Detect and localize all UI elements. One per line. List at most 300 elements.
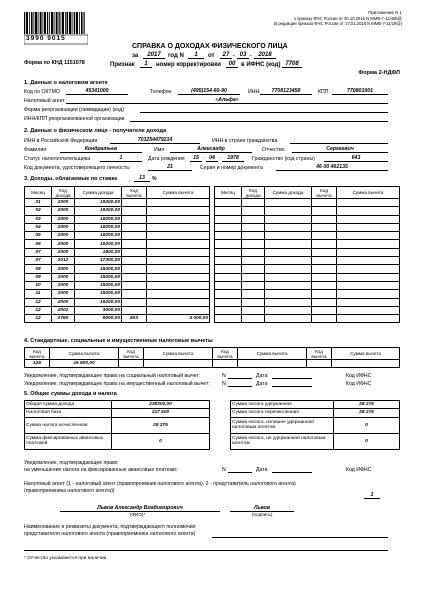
income-table-right — [214, 186, 400, 323]
income-cell-empty — [337, 298, 400, 306]
total-income-label: Общая сумма дохода — [25, 401, 112, 409]
income-cell-empty — [265, 240, 312, 248]
name-value: Александр — [170, 146, 252, 153]
section3-rate: 13 — [134, 175, 150, 182]
income-cell-empty — [265, 232, 312, 240]
income-cell-empty — [337, 215, 400, 223]
reorg-label: Форма реорганизации (ликвидации) (код) — [24, 107, 125, 113]
total-income-value: 238300,00 — [112, 401, 210, 409]
income-cell-empty — [242, 207, 265, 215]
fixed-notice-line2: на уменьшение налога на фиксированные авансовые платежи: — [24, 467, 178, 473]
appendix-label: Приложение N 1 — [368, 10, 402, 15]
income-row — [25, 306, 210, 314]
property-date-label: Дата — [256, 381, 268, 387]
income-cell-income-amount: 19200,00 — [75, 281, 122, 289]
income-cell-month: 11 — [25, 290, 52, 298]
income-cell-income-amount: 19200,00 — [75, 298, 122, 306]
income-row — [25, 248, 210, 256]
income-cell-deduction-code — [122, 199, 147, 207]
income-cell-income-code: 2000 — [52, 199, 75, 207]
knd-label: Форма по КНД 1151078 — [24, 60, 85, 66]
document-title: СПРАВКА О ДОХОДАХ ФИЗИЧЕСКОГО ЛИЦА — [132, 43, 288, 50]
income-cell-empty — [265, 199, 312, 207]
fixed-ifns-label: Код ИФНС — [346, 467, 372, 473]
income-cell-empty — [242, 240, 265, 248]
status-label: Статус налогоплательщика — [24, 156, 91, 162]
excess-value: 0 — [334, 417, 400, 433]
income-cell-empty — [242, 298, 265, 306]
income-row — [215, 199, 400, 207]
fixed-payments-row — [25, 433, 210, 449]
income-cell-deduction-code — [122, 248, 147, 256]
income-cell-month: 06 — [25, 240, 52, 248]
income-cell-deduction-code — [122, 223, 147, 231]
income-cell-income-amount: 19200,00 — [75, 215, 122, 223]
date-month: 03 — [237, 52, 249, 59]
income-cell-empty — [265, 315, 312, 323]
income-cell-deduction-amount — [147, 273, 210, 281]
page: 3990 9015 Приложение N 1 к приказу ФНС России от 30.10.2015 N ММВ-7-11/485@ (в редакции приказа ФНС России от 17.01.2018 N ММВ-7-11/19@) Форма по КНД 1151078 СПРАВКА О ДОХОДАХ ФИЗИЧЕСКОГО ЛИЦА за 2017 год N 1 от 27 . 03 . 2018 Признак 1 номер корректировки 00 в ИФНС (код) 7708 Форма 2-НДФЛ 1. Данные о налоговом агенте Код по ОКТМО 45341000 Телефон (495)154-60-90 ИНН 7708123458 КПП 770801001 Налоговый агент «Альфа» Форма реорганизации (ликвидации) (код) ИНН/КПП реорганизованной организации 2. Данные о физическом лице - получателе дохода ИНН в Российской Федерации 703254479214 ИНН в стране гражданства Фамилия Кондратьев Имя Александр Отчество Сергеевич Статус налогоплательщика 1 Дата рождения 15 . 04 . 1978 Гражданство (код страны) 643 Код документа, удостоверяющего личность: 21 Серия и номер документа 46 00 462135 3. Доходы, облагаемые по ставке 13 % Месяц Код дохода Сумма дохода Код вычета Сумма вычета 01 2000 19200,00 02 2000 19200,00 03 2000 19200,00 04 2000 19200,00 05 2000 19200,00 06 2000 19200,00 07 2000 1800,00 07 2012 17300,00 08 2000 19200,00 09 2000 19200,00 10 2000 19200,00 11 2000 19200,00 12 2000 19200,00 12 2002 3000,00 12 2760 5000,00 503 4 000,00 Месяц Код дохода Сумма дохода Код вычета Сумма вычета 4. Стандартные, социальные и имущественные налоговые вычеты Код вычета Сумма вычета Код вычета Сумма вычета Код вычета Сумма вычета Код вычета Сумма вычета 126 16 800,00 Уведомление, подтверждающее право на социальный налоговый вычет: Уведомление, подтверждающее право на имущественный налоговый вычет: N Дата Код ИФНС N Дата Код ИФНС 5. Общие суммы дохода и налога Общая сумма дохода 238300,00 Налоговая база 217 500 Сумма налога исчисленная 28 275 Сумма фиксированных авансовых платежей 0 Сумма налога удержанная 28 275 Сумма налога перечисленная 28 275 Сумма налога, излишне удержанная налоговым агентом 0 Сумма налога, не удержанная налоговым агентом 0 Уведомление, подтверждающее право на уменьшение налога на фиксированные авансовые платежи: N Дата Код ИФНС Налоговый агент (1 - налоговый агент (правопреемник налогового агента), 2 - представитель налогового агента) (правопреемника налогового агента)) 1 Львов Александр Владимирович (ФИО)* Львов (подпись) Наименование и реквизиты документа, подтверждающего полномочия представителя налогового агента (правопреемника налогового агента) * Отчество указывается при наличии. — [24, 10, 402, 561]
income-row — [215, 315, 400, 323]
excess-label: Сумма налога, излишне удержанная налоговым агентом — [231, 417, 334, 433]
agent-type-value: 1 — [364, 492, 380, 499]
transferred-row — [231, 409, 400, 417]
income-cell-empty — [242, 306, 265, 314]
authority-doc-value — [212, 537, 388, 538]
number-prefix: год N — [168, 53, 184, 59]
priznak-label: Признак — [110, 62, 135, 68]
dob-label: Дата рождения — [148, 156, 185, 162]
income-cell-empty — [215, 240, 242, 248]
income-row — [215, 232, 400, 240]
income-cell-empty — [242, 199, 265, 207]
income-cell-month: 07 — [25, 248, 52, 256]
priznak-value: 1 — [140, 61, 152, 68]
income-cell-deduction-code — [122, 257, 147, 265]
reorg-inn-label: ИНН/КПП реорганизованной организации — [24, 116, 125, 122]
income-row — [215, 290, 400, 298]
section5-title: 5. Общие суммы дохода и налога — [24, 391, 117, 397]
income-cell-empty — [242, 290, 265, 298]
income-cell-income-code: 2000 — [52, 223, 75, 231]
withheld-value: 28 275 — [334, 401, 400, 409]
income-cell-empty — [265, 281, 312, 289]
patronymic-label: Отчество — [262, 147, 285, 153]
income-cell-empty — [265, 265, 312, 273]
authority-doc-line2: представителя налогового агента (правопреемника налогового агента) — [24, 531, 196, 537]
income-cell-income-amount: 19200,00 — [75, 223, 122, 231]
fixed-notice-line1: Уведомление, подтверждающее право — [24, 460, 118, 466]
social-notice-label: Уведомление, подтверждающее право на социальный налоговый вычет: — [24, 373, 201, 379]
income-row — [215, 207, 400, 215]
income-cell-month: 08 — [25, 265, 52, 273]
income-cell-month: 03 — [25, 215, 52, 223]
tax-base-row — [25, 409, 210, 417]
income-cell-deduction-amount — [147, 298, 210, 306]
income-cell-empty — [265, 290, 312, 298]
income-cell-empty — [337, 207, 400, 215]
income-cell-income-code: 2000 — [52, 232, 75, 240]
income-cell-income-code: 2000 — [52, 240, 75, 248]
income-row — [25, 207, 210, 215]
deductions-header — [25, 348, 400, 360]
ifns-label: в ИФНС (код) — [241, 62, 281, 68]
income-row — [215, 273, 400, 281]
income-cell-income-code: 2002 — [52, 306, 75, 314]
income-cell-empty — [312, 315, 337, 323]
inn-rf-label: ИНН в Российской Федерации — [24, 138, 98, 144]
income-cell-empty — [312, 199, 337, 207]
income-cell-empty — [215, 281, 242, 289]
income-cell-empty — [242, 223, 265, 231]
income-row — [25, 240, 210, 248]
col-income-code: Код дохода — [242, 187, 265, 199]
income-cell-empty — [215, 215, 242, 223]
korr-label: номер корректировки — [156, 62, 221, 68]
income-cell-income-code: 2012 — [52, 257, 75, 265]
income-cell-income-amount: 19200,00 — [75, 232, 122, 240]
property-ifns-label: Код ИФНС — [346, 381, 372, 387]
fio-caption: (ФИО)* — [130, 512, 146, 517]
dob-month: 04 — [206, 155, 218, 162]
citizenship-value: 643 — [324, 155, 388, 162]
barcode — [24, 12, 88, 44]
income-cell-empty — [242, 315, 265, 323]
income-row — [25, 215, 210, 223]
income-cell-empty — [337, 199, 400, 207]
year-prefix: за — [132, 53, 139, 59]
income-cell-empty — [242, 257, 265, 265]
ifns-value: 7708 — [282, 61, 302, 68]
income-row — [25, 257, 210, 265]
section1-title: 1. Данные о налоговом агенте — [24, 80, 108, 86]
withheld-row — [231, 401, 400, 409]
order-line-2: (в редакции приказа ФНС России от 17.01.2018 N ММВ-7-11/19@) — [273, 21, 402, 26]
signature-caption: (подпись) — [252, 512, 273, 517]
income-cell-empty — [337, 265, 400, 273]
income-cell-empty — [312, 290, 337, 298]
tax-calc-label: Сумма налога исчисленная — [25, 417, 112, 433]
agent-inn-value: 7708123458 — [260, 88, 312, 95]
income-cell-month: 10 — [25, 281, 52, 289]
income-cell-deduction-code — [122, 281, 147, 289]
income-cell-deduction-amount — [147, 199, 210, 207]
income-row — [25, 232, 210, 240]
income-cell-month: 12 — [25, 315, 52, 323]
income-cell-empty — [337, 290, 400, 298]
income-cell-empty — [242, 265, 265, 273]
income-cell-income-amount: 19200,00 — [75, 290, 122, 298]
income-table-left-header — [25, 187, 210, 199]
deduction-amount: 16 800,00 — [50, 360, 119, 368]
income-cell-empty — [265, 207, 312, 215]
form-name: Форма 2-НДФЛ — [358, 70, 400, 76]
income-row — [25, 290, 210, 298]
surname-label: Фамилия — [24, 147, 47, 153]
property-notice-label: Уведомление, подтверждающее право на имущественный налоговый вычет: — [24, 381, 210, 387]
income-cell-empty — [312, 207, 337, 215]
dob-year: 1978 — [222, 155, 244, 162]
income-cell-income-amount: 19200,00 — [75, 273, 122, 281]
income-cell-deduction-amount — [147, 240, 210, 248]
transferred-value: 28 275 — [334, 409, 400, 417]
income-cell-deduction-code: 503 — [122, 315, 147, 323]
income-cell-deduction-amount — [147, 215, 210, 223]
income-cell-deduction-amount — [147, 223, 210, 231]
number-value: 1 — [188, 52, 204, 59]
oktmo-value: 45341000 — [66, 88, 128, 95]
income-cell-deduction-code — [122, 265, 147, 273]
income-cell-empty — [312, 248, 337, 256]
income-cell-empty — [312, 273, 337, 281]
doc-code-label: Код документа, удостоверяющего личность: — [24, 165, 131, 171]
not-withheld-row — [231, 433, 400, 449]
income-row — [25, 281, 210, 289]
totals-left — [24, 400, 210, 450]
income-cell-empty — [265, 223, 312, 231]
income-cell-empty — [312, 265, 337, 273]
income-cell-empty — [215, 273, 242, 281]
col-ded-amount-2: Сумма вычета — [144, 348, 213, 360]
col-ded-amount-4: Сумма вычета — [332, 348, 400, 360]
income-cell-income-amount: 1800,00 — [75, 248, 122, 256]
social-ifns-label: Код ИФНС — [346, 373, 372, 379]
income-cell-deduction-amount — [147, 290, 210, 298]
agent-inn-label: ИНН — [248, 89, 260, 95]
citizenship-label: Гражданство (код страны) — [252, 156, 315, 162]
income-cell-empty — [337, 273, 400, 281]
income-cell-income-amount: 19200,00 — [75, 199, 122, 207]
income-row — [25, 273, 210, 281]
income-cell-empty — [215, 265, 242, 273]
col-deduction-amount: Сумма вычета — [147, 187, 210, 199]
col-deduction-code: Код вычета — [312, 187, 337, 199]
income-cell-empty — [215, 306, 242, 314]
doc-code-value: 21 — [148, 164, 192, 171]
income-cell-income-code: 2760 — [52, 315, 75, 323]
status-value: 1 — [100, 155, 142, 162]
income-cell-month: 05 — [25, 232, 52, 240]
col-month: Месяц — [25, 187, 52, 199]
income-cell-deduction-amount — [147, 232, 210, 240]
reorg-inn-value — [130, 121, 388, 122]
income-cell-deduction-amount — [147, 306, 210, 314]
income-cell-empty — [215, 290, 242, 298]
fixed-date-label: Дата — [256, 467, 268, 473]
total-income-row — [25, 401, 210, 409]
income-cell-empty — [215, 207, 242, 215]
doc-series-label: Серия и номер документа — [200, 165, 263, 171]
col-month: Месяц — [215, 187, 242, 199]
doc-series-value: 46 00 462135 — [276, 164, 388, 171]
income-cell-income-code: 2000 — [52, 215, 75, 223]
income-cell-income-amount: 17300,00 — [75, 257, 122, 265]
income-cell-empty — [337, 281, 400, 289]
income-row — [215, 215, 400, 223]
income-cell-income-code: 2000 — [52, 273, 75, 281]
income-row — [215, 265, 400, 273]
order-line-1: к приказу ФНС России от 30.10.2015 N ММВ-7-11/485@ — [294, 16, 402, 21]
income-cell-empty — [242, 281, 265, 289]
col-income-amount: Сумма дохода — [265, 187, 312, 199]
income-cell-empty — [312, 298, 337, 306]
income-row — [25, 315, 210, 323]
income-row — [215, 223, 400, 231]
income-cell-empty — [215, 232, 242, 240]
tax-base-value: 217 500 — [112, 409, 210, 417]
income-cell-deduction-code — [122, 240, 147, 248]
tax-base-label: Налоговая база — [25, 409, 112, 417]
income-cell-empty — [337, 223, 400, 231]
income-cell-empty — [312, 281, 337, 289]
income-cell-income-code: 2000 — [52, 265, 75, 273]
income-cell-month: 01 — [25, 199, 52, 207]
income-cell-empty — [312, 215, 337, 223]
col-ded-code-3: Код вычета — [213, 348, 238, 360]
income-cell-empty — [265, 215, 312, 223]
section4-title: 4. Стандартные, социальные и имущественные налоговые вычеты — [24, 338, 213, 344]
income-cell-deduction-code — [122, 207, 147, 215]
income-cell-deduction-code — [122, 273, 147, 281]
income-cell-empty — [215, 257, 242, 265]
signer-signature: Львов — [230, 505, 294, 512]
reorg-value — [140, 112, 388, 113]
date-year: 2018 — [254, 52, 276, 59]
income-cell-empty — [337, 257, 400, 265]
income-cell-empty — [242, 232, 265, 240]
footnote: * Отчество указывается при наличии. — [24, 556, 108, 561]
col-income-code: Код дохода — [52, 187, 75, 199]
income-cell-empty — [265, 257, 312, 265]
income-cell-empty — [312, 232, 337, 240]
income-cell-deduction-code — [122, 232, 147, 240]
income-cell-empty — [265, 306, 312, 314]
excess-row — [231, 417, 400, 433]
income-cell-empty — [215, 298, 242, 306]
income-cell-empty — [337, 315, 400, 323]
totals-right — [230, 400, 400, 450]
income-cell-income-amount: 19200,00 — [75, 265, 122, 273]
income-cell-deduction-code — [122, 215, 147, 223]
income-cell-empty — [337, 306, 400, 314]
dob-day: 15 — [190, 155, 202, 162]
not-withheld-value: 0 — [334, 433, 400, 449]
income-cell-month: 04 — [25, 223, 52, 231]
income-cell-empty — [265, 273, 312, 281]
fixed-n-label: N — [222, 467, 226, 473]
income-cell-empty — [242, 248, 265, 256]
income-row — [215, 298, 400, 306]
income-cell-deduction-amount — [147, 281, 210, 289]
date-day: 27 — [220, 52, 232, 59]
fixed-payments-value: 0 — [112, 433, 210, 449]
income-cell-income-amount: 5000,00 — [75, 315, 122, 323]
income-cell-empty — [215, 248, 242, 256]
income-table-right-header — [215, 187, 400, 199]
inn-rf-value: 703254479214 — [110, 137, 200, 144]
income-cell-month: 12 — [25, 298, 52, 306]
col-ded-amount-1: Сумма вычета — [50, 348, 119, 360]
inn-foreign-label: ИНН в стране гражданства — [212, 138, 278, 144]
social-date-label: Дата — [256, 373, 268, 379]
col-ded-code-2: Код вычета — [119, 348, 144, 360]
income-cell-empty — [215, 223, 242, 231]
deduction-code: 126 — [25, 360, 50, 368]
patronymic-value: Сергеевич — [292, 146, 388, 153]
col-deduction-code: Код вычета — [122, 187, 147, 199]
income-row — [215, 281, 400, 289]
income-cell-income-amount: 3000,00 — [75, 306, 122, 314]
income-cell-income-code: 2000 — [52, 207, 75, 215]
income-cell-income-code: 2000 — [52, 290, 75, 298]
income-cell-deduction-amount: 4 000,00 — [147, 315, 210, 323]
income-cell-income-code: 2000 — [52, 281, 75, 289]
col-deduction-amount: Сумма вычета — [337, 187, 400, 199]
income-cell-empty — [312, 223, 337, 231]
oktmo-label: Код по ОКТМО — [24, 89, 60, 95]
income-cell-empty — [312, 257, 337, 265]
income-cell-empty — [242, 215, 265, 223]
income-cell-empty — [242, 273, 265, 281]
income-cell-deduction-amount — [147, 257, 210, 265]
income-cell-income-amount: 19200,00 — [75, 240, 122, 248]
income-cell-empty — [215, 315, 242, 323]
authority-doc-line1: Наименование и реквизиты документа, подтверждающего полномочия — [24, 524, 196, 530]
income-cell-deduction-amount — [147, 207, 210, 215]
deductions-row — [25, 360, 400, 368]
income-row — [25, 298, 210, 306]
date-prefix: от — [208, 53, 215, 59]
income-cell-deduction-amount — [147, 265, 210, 273]
income-row — [215, 248, 400, 256]
income-cell-deduction-code — [122, 290, 147, 298]
property-n-label: N — [222, 381, 226, 387]
inn-foreign-value — [290, 143, 388, 144]
not-withheld-label: Сумма налога, не удержанная налоговым агентом — [231, 433, 334, 449]
income-cell-month: 09 — [25, 273, 52, 281]
section3-percent: % — [152, 176, 157, 182]
income-cell-empty — [337, 232, 400, 240]
agent-type-line1: Налоговый агент (1 - налоговый агент (правопреемник налогового агента), 2 - представитель налогового агента) — [24, 481, 296, 487]
signer-fio: Львов Александр Владимирович — [60, 505, 220, 512]
income-cell-income-code: 2000 — [52, 298, 75, 306]
income-cell-empty — [337, 240, 400, 248]
kpp-label: КПП — [318, 89, 329, 95]
income-cell-deduction-amount — [147, 248, 210, 256]
income-cell-empty — [265, 248, 312, 256]
income-table-left — [24, 186, 210, 323]
tax-calc-row — [25, 417, 210, 433]
income-cell-empty — [312, 306, 337, 314]
income-cell-income-code: 2000 — [52, 248, 75, 256]
phone-label: Телефон — [150, 89, 172, 95]
surname-value: Кондратьев — [60, 146, 142, 153]
income-cell-empty — [215, 199, 242, 207]
income-row — [25, 199, 210, 207]
transferred-label: Сумма налога перечисленная — [231, 409, 334, 417]
income-row — [25, 223, 210, 231]
deductions-table — [24, 347, 400, 368]
section2-title: 2. Данные о физическом лице - получателе дохода — [24, 128, 167, 134]
income-cell-month: 07 — [25, 257, 52, 265]
income-cell-month: 02 — [25, 207, 52, 215]
col-ded-code-1: Код вычета — [25, 348, 50, 360]
income-cell-empty — [265, 298, 312, 306]
withheld-label: Сумма налога удержанная — [231, 401, 334, 409]
fixed-payments-label: Сумма фиксированных авансовых платежей — [25, 433, 112, 449]
col-ded-amount-3: Сумма вычета — [238, 348, 307, 360]
phone-value: (495)154-60-90 — [178, 88, 240, 95]
